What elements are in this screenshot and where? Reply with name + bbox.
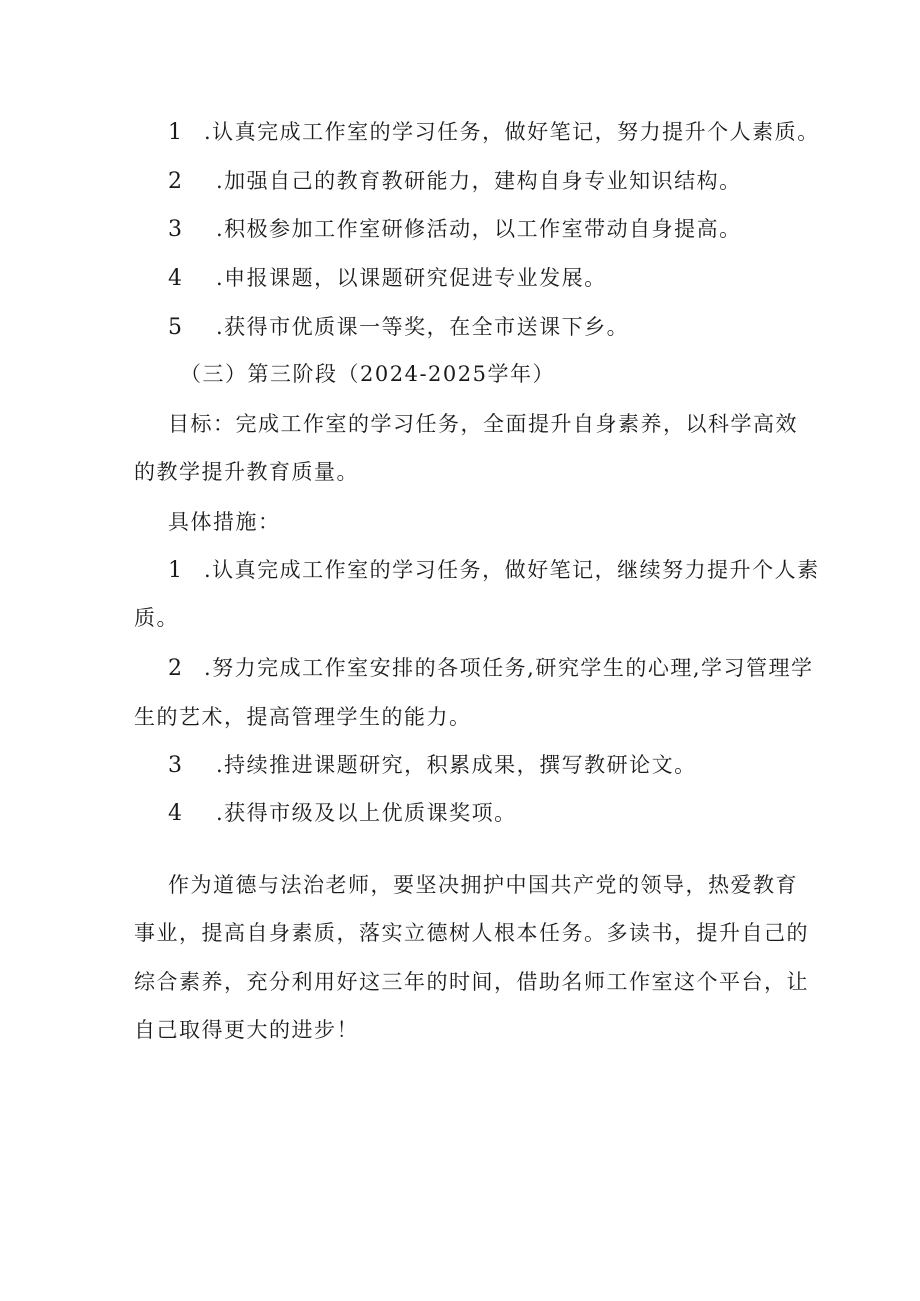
item-number: 3 xyxy=(168,217,184,242)
item-number: 4 xyxy=(168,801,184,826)
closing-line-2: 事业，提高自身素质，落实立德树人根本任务。多读书，提升自己的 xyxy=(134,921,809,945)
phase3-item-1 xyxy=(168,556,820,585)
item-number: 2 xyxy=(168,656,184,681)
item-text: .获得市级及以上优质课奖项。 xyxy=(216,801,517,825)
phase3-item-1-continuation: 质。 xyxy=(134,606,179,630)
phase3-heading: （三）第三阶段（2024-2025学年） xyxy=(180,362,555,386)
item-text: .加强自己的教育教研能力，建构自身专业知识结构。 xyxy=(216,169,742,193)
item-number: 1 xyxy=(168,558,184,583)
item-text: .持续推进课题研究，积累成果，撰写教研论文。 xyxy=(216,753,697,777)
item-text: .认真完成工作室的学习任务，做好笔记，努力提升个人素质。 xyxy=(204,120,820,144)
item-number: 3 xyxy=(168,753,184,778)
phase3-item-2-continuation: 生的艺术，提高管理学生的能力。 xyxy=(134,705,472,729)
item-number: 5 xyxy=(168,315,184,340)
phase3-item-4 xyxy=(168,799,517,828)
closing-line-4: 自己取得更大的进步！ xyxy=(134,1018,359,1042)
phase2-item-2 xyxy=(168,167,742,196)
item-text: .积极参加工作室研修活动，以工作室带动自身提高。 xyxy=(216,217,742,241)
phase3-item-2 xyxy=(168,654,814,683)
measures-label: 具体措施： xyxy=(168,510,281,534)
item-text: .认真完成工作室的学习任务，做好笔记，继续努力提升个人素 xyxy=(204,558,820,582)
item-number: 2 xyxy=(168,169,184,194)
closing-line-1: 作为道德与法治老师，要坚决拥护中国共产党的领导，热爱教育 xyxy=(168,873,798,897)
closing-line-3: 综合素养，充分利用好这三年的时间，借助名师工作室这个平台，让 xyxy=(134,970,809,994)
phase3-item-3 xyxy=(168,751,697,780)
phase2-item-1 xyxy=(168,118,820,147)
goal-line-1: 目标：完成工作室的学习任务，全面提升自身素养，以科学高效 xyxy=(168,412,798,436)
item-text: .申报课题，以课题研究促进专业发展。 xyxy=(216,266,607,290)
item-text: .获得市优质课一等奖，在全市送课下乡。 xyxy=(216,315,630,339)
phase2-item-4 xyxy=(168,264,607,293)
item-number: 1 xyxy=(168,120,184,145)
phase2-item-5 xyxy=(168,313,629,342)
item-text: .努力完成工作室安排的各项任务,研究学生的心理,学习管理学 xyxy=(204,656,814,680)
phase2-item-3 xyxy=(168,215,742,244)
item-number: 4 xyxy=(168,266,184,291)
goal-line-2: 的教学提升教育质量。 xyxy=(134,460,359,484)
